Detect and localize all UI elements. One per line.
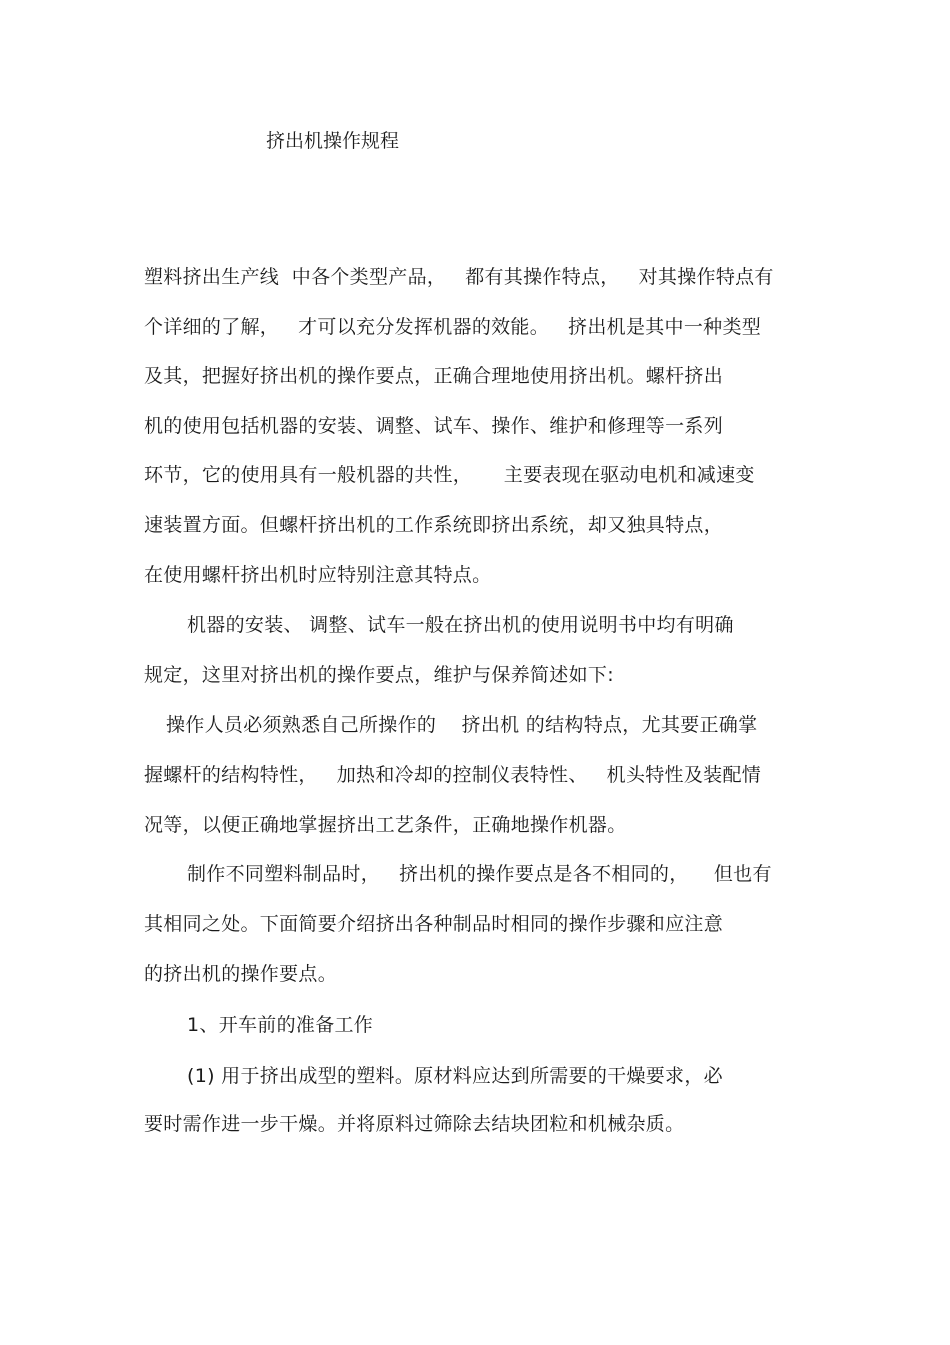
paragraph-line: 制作不同塑料制品时， 挤出机的操作要点是各不相同的， 但也有 [187, 863, 772, 885]
paragraph-line: 况等，以便正确地掌握挤出工艺条件，正确地操作机器。 [144, 814, 627, 836]
paragraph-line: 及其，把握好挤出机的操作要点，正确合理地使用挤出机。螺杆挤出 [144, 365, 724, 387]
paragraph-line: 个详细的了解， 才可以充分发挥机器的效能。 挤出机是其中一种类型 [144, 316, 762, 338]
paragraph-line: 的挤出机的操作要点。 [144, 963, 338, 985]
paragraph-line: 操作人员必须熟悉自己所操作的 挤出机 的结构特点，尤其要正确掌 [166, 714, 758, 736]
paragraph-line: (1) 用于挤出成型的塑料。原材料应达到所需要的干燥要求，必 [187, 1065, 723, 1087]
paragraph-line: 塑料挤出生产线 中各个类型产品， 都有其操作特点， 对其操作特点有 [144, 266, 774, 288]
paragraph-line: 环节，它的使用具有一般机器的共性， 主要表现在驱动电机和减速变 [144, 464, 755, 486]
paragraph-line: 其相同之处。下面简要介绍挤出各种制品时相同的操作步骤和应注意 [144, 913, 724, 935]
paragraph-line: 速装置方面。但螺杆挤出机的工作系统即挤出系统，却又独具特点， [144, 514, 724, 536]
paragraph-line: 机的使用包括机器的安装、调整、试车、操作、维护和修理等一系列 [144, 415, 724, 437]
paragraph-line: 握螺杆的结构特性， 加热和冷却的控制仪表特性、 机头特性及装配情 [144, 764, 762, 786]
section-heading: 1、开车前的准备工作 [187, 1014, 374, 1036]
paragraph-line: 在使用螺杆挤出机时应特别注意其特点。 [144, 564, 492, 586]
paragraph-line: 要时需作进一步干燥。并将原料过筛除去结块团粒和机械杂质。 [144, 1113, 685, 1135]
paragraph-line: 规定，这里对挤出机的操作要点，维护与保养简述如下: [144, 664, 614, 686]
document-title: 挤出机操作规程 [266, 130, 400, 152]
paragraph-line: 机器的安装、 调整、试车一般在挤出机的使用说明书中均有明确 [187, 614, 734, 636]
